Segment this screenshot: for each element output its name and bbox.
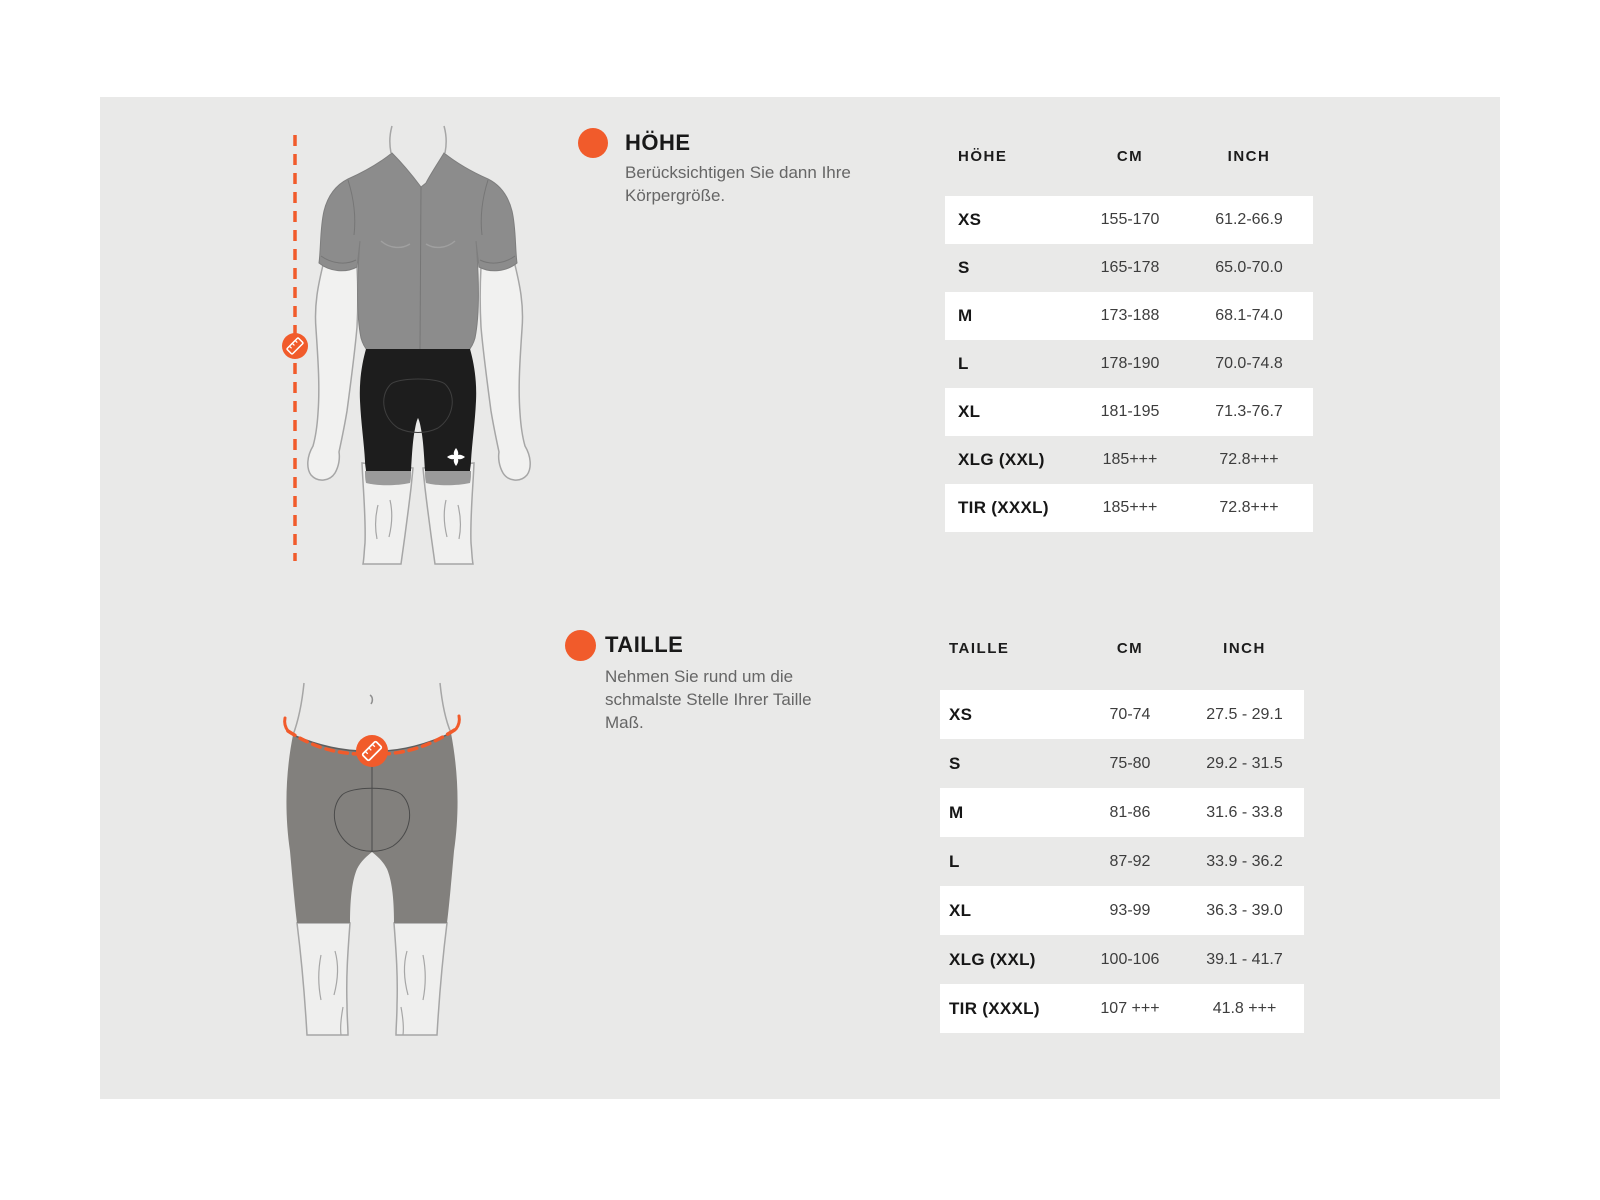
table-row [945,436,1313,484]
taille-size-table [940,628,1304,1033]
inch-cell: 27.5 - 29.1 [1206,705,1283,723]
table-row [940,690,1304,739]
hoehe-bullet-icon [578,128,608,158]
taille-bullet-icon [565,630,596,661]
figure-right-arm [480,261,530,480]
figure-left-leg [297,923,350,1035]
table-row [945,388,1313,436]
figure-left-arm [308,261,358,480]
inch-cell: 65.0-70.0 [1215,259,1283,276]
table-row [945,244,1313,292]
taille-section-description [605,665,905,734]
inch-cell: 71.3-76.7 [1215,403,1283,420]
description-line: Nehmen Sie rund um die [605,667,794,686]
description-line: schmalste Stelle Ihrer Taille [605,690,812,709]
table-row [945,292,1313,340]
size-cell: S [949,753,961,773]
inch-cell: 70.0-74.8 [1215,355,1283,372]
hoehe-section-title: HÖHE [625,130,691,155]
inch-cell: 36.3 - 39.0 [1206,901,1283,919]
description-line: Berücksichtigen Sie dann Ihre [625,163,851,182]
table-header-row [945,136,1313,176]
cm-cell: 173-188 [1100,307,1160,324]
cm-cell: 81-86 [1109,803,1151,821]
cm-cell: 87-92 [1109,852,1151,870]
figure-right-leg [394,923,447,1035]
size-cell: S [958,258,970,277]
cm-cell: 70-74 [1109,705,1151,723]
taille-section-title: TAILLE [605,632,684,657]
table-row [940,739,1304,788]
table-row [940,984,1304,1033]
col-header-inch: INCH [1227,147,1271,165]
table-row [940,788,1304,837]
size-cell: L [949,851,960,871]
size-cell: XL [958,402,981,421]
cm-cell: 93-99 [1109,901,1151,919]
inch-cell: 61.2-66.9 [1215,211,1283,228]
hoehe-section-description [625,161,925,207]
shorts-right-hem [425,471,471,485]
cm-cell: 185+++ [1102,451,1158,468]
size-cell: TIR (XXXL) [958,498,1049,517]
col-header-inch: INCH [1223,639,1266,657]
cm-cell: 75-80 [1109,754,1151,772]
table-row [940,935,1304,984]
inch-cell: 72.8+++ [1219,499,1279,516]
table-row [945,196,1313,244]
cm-cell: 165-178 [1100,259,1160,276]
cm-cell: 155-170 [1100,211,1160,228]
col-header-hoehe: HÖHE [958,147,1008,165]
waist-figure-illustration [283,655,459,1041]
inch-cell: 39.1 - 41.7 [1206,950,1283,968]
size-cell: XL [949,900,972,920]
height-figure-illustration [278,123,534,568]
inch-cell: 31.6 - 33.8 [1206,803,1283,821]
inch-cell: 29.2 - 31.5 [1206,754,1283,772]
size-cell: TIR (XXXL) [949,998,1040,1018]
figure-neck-line [444,126,446,153]
cm-cell: 178-190 [1100,355,1160,372]
cm-cell: 107 +++ [1100,999,1160,1017]
size-cell: XLG (XXL) [958,450,1045,469]
figure-neck-line [390,126,392,153]
cycling-shorts [360,349,476,471]
size-cell: XS [949,704,973,724]
torso-outline-lines [293,683,451,735]
hoehe-size-table [945,136,1313,532]
table-row [940,837,1304,886]
shorts-left-hem [365,471,411,485]
table-row [945,484,1313,532]
inch-cell: 72.8+++ [1219,451,1279,468]
cm-cell: 181-195 [1100,403,1160,420]
table-row [940,886,1304,935]
description-line: Körpergröße. [625,186,726,205]
col-header-taille: TAILLE [949,639,1010,657]
description-line: Maß. [605,713,644,732]
inch-cell: 41.8 +++ [1212,999,1277,1017]
table-row [945,340,1313,388]
size-cell: M [958,306,973,325]
measuring-tape-badge [356,735,388,767]
table-header-row [940,628,1304,668]
cm-cell: 185+++ [1102,499,1158,516]
size-cell: XS [958,210,982,229]
cm-cell: 100-106 [1100,950,1160,968]
size-cell: XLG (XXL) [949,949,1036,969]
col-header-cm: CM [1116,639,1144,657]
inch-cell: 68.1-74.0 [1215,307,1283,324]
size-cell: L [958,354,969,373]
inch-cell: 33.9 - 36.2 [1206,852,1283,870]
size-cell: M [949,802,964,822]
measuring-tape-badge [282,333,308,359]
col-header-cm: CM [1116,147,1144,165]
